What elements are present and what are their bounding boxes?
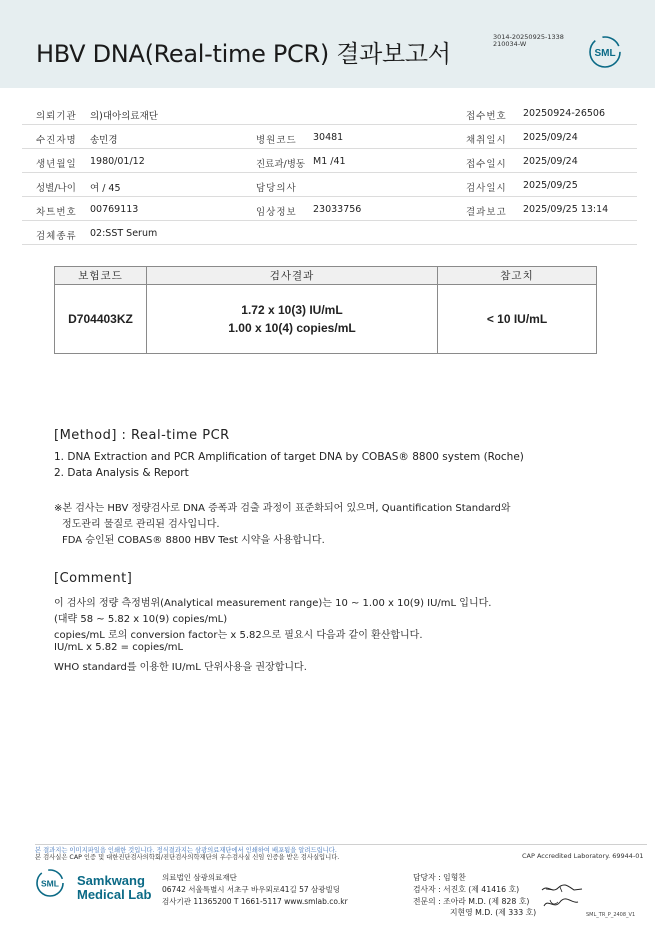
test-result-cell xyxy=(147,285,438,354)
method-note: ※본 검사는 HBV 정량검사로 DNA 증폭과 검출 과정이 표준화되어 있으며, Quantification Standard와 xyxy=(54,503,511,514)
result-table xyxy=(54,266,597,354)
comment-line: IU/mL x 5.82 = copies/mL xyxy=(54,642,184,653)
receipt-no-label: 접수번호 xyxy=(466,111,507,122)
manager-name: 담당자 : 임형찬 xyxy=(413,873,466,882)
report-header xyxy=(0,0,655,88)
chart-no-value: 00769113 xyxy=(90,204,139,215)
method-note: 정도관리 물질로 관리된 검사입니다. xyxy=(62,519,220,530)
form-code: SML_TR_P_2408_V1 xyxy=(586,912,636,918)
org-contact: 검사기관 11365200 T 1661-5117 www.smlab.co.kr xyxy=(162,897,348,906)
org-address: 06742 서울특별시 서초구 바우뫼로41길 57 삼광빌딩 xyxy=(162,885,341,894)
specialist-name: 지현영 M.D. (제 333 호) xyxy=(450,908,537,917)
brand-name: Samkwang xyxy=(77,873,145,888)
info-row xyxy=(22,101,637,125)
org-name: 의료법인 삼광의료재단 xyxy=(162,873,237,882)
method-note: FDA 승인된 COBAS® 8800 HBV Test 시약을 사용합니다. xyxy=(62,535,325,546)
sex-age-value: 여 / 45 xyxy=(90,183,121,194)
sml-logo-icon xyxy=(588,35,622,69)
test-date-value: 2025/09/25 xyxy=(523,180,578,191)
specimen-label: 검체종류 xyxy=(36,231,77,242)
reference-cell: < 10 IU/mL xyxy=(438,285,597,354)
method-heading: [Method] : Real-time PCR xyxy=(54,428,230,443)
signature-image xyxy=(538,880,586,912)
cap-accreditation: CAP Accredited Laboratory. 69944-01 xyxy=(522,852,644,860)
examinee-label: 수진자명 xyxy=(36,135,77,146)
collection-date-value: 2025/09/24 xyxy=(523,132,578,143)
comment-line: (대략 58 ~ 5.82 x 10(9) copies/mL) xyxy=(54,614,228,625)
institution-label: 의뢰기관 xyxy=(36,111,77,122)
comment-heading: [Comment] xyxy=(54,571,133,586)
report-time-value: 2025/09/25 13:14 xyxy=(523,204,609,215)
birth-value: 1980/01/12 xyxy=(90,156,145,167)
result-iu: 1.72 x 10(3) IU/mL xyxy=(241,303,343,317)
collection-date-label: 채취일시 xyxy=(466,135,507,146)
col-reference: 참고치 xyxy=(438,267,597,285)
col-insurance-code: 보험코드 xyxy=(55,267,147,285)
hospital-code-value: 30481 xyxy=(313,132,344,143)
specimen-value: 02:SST Serum xyxy=(90,228,158,239)
method-line: 2. Data Analysis & Report xyxy=(54,467,189,479)
table-row xyxy=(55,285,597,354)
report-time-label: 결과보고 xyxy=(466,207,507,218)
clinical-info-value: 23033756 xyxy=(313,204,362,215)
result-copies: 1.00 x 10(4) copies/mL xyxy=(228,321,356,335)
print-notice: 본 결과지는 이미지파일을 인쇄한 것입니다. 정식결과지는 삼광의료재단에서 인쇄하여 배포됨을 알려드립니다. xyxy=(35,847,337,854)
svg-text:SML: SML xyxy=(594,48,616,59)
test-date-label: 검사일시 xyxy=(466,183,507,194)
received-date-value: 2025/09/24 xyxy=(523,156,578,167)
ward-value: M1 /41 xyxy=(313,156,346,167)
receipt-no-value: 20250924-26506 xyxy=(523,108,606,119)
report-title: HBV DNA(Real-time PCR) 결과보고서 xyxy=(36,40,451,68)
specialist-name: 전문의 : 조아라 M.D. (제 828 호) xyxy=(413,897,530,906)
chart-no-label: 차트번호 xyxy=(36,207,77,218)
comment-line: copies/mL 로의 conversion factor는 x 5.82으로 필요시 다음과 같이 환산합니다. xyxy=(54,630,423,641)
info-row xyxy=(22,221,637,245)
examinee-value: 송민경 xyxy=(90,135,118,146)
clinical-info-label: 임상정보 xyxy=(256,207,297,218)
received-date-label: 접수일시 xyxy=(466,159,507,170)
info-row xyxy=(22,149,637,173)
sex-age-label: 성별/나이 xyxy=(36,183,76,194)
info-row xyxy=(22,197,637,221)
svg-text:SML: SML xyxy=(41,878,59,889)
insurance-code-cell: D704403KZ xyxy=(55,285,147,354)
doctor-label: 담당의사 xyxy=(256,183,297,194)
info-row xyxy=(22,125,637,149)
col-test-result: 검사결과 xyxy=(147,267,438,285)
brand-name: Medical Lab xyxy=(77,887,152,902)
accreditation-notice: 본 검사실은 CAP 인증 및 대한진단검사의학회/진단검사의학재단의 우수검사실 신임 인증을 받은 검사실입니다. xyxy=(35,854,340,861)
birth-label: 생년월일 xyxy=(36,159,77,170)
samkwang-logo-icon xyxy=(35,868,65,898)
comment-line: WHO standard를 이용한 IU/mL 단위사용을 권장합니다. xyxy=(54,662,307,673)
info-row xyxy=(22,173,637,197)
document-id: 3014-20250925-1338 210034-W xyxy=(493,33,564,48)
institution-value: 의)대아의료재단 xyxy=(90,111,158,122)
comment-line: 이 검사의 정량 측정범위(Analytical measurement range)는 10 ~ 1.00 x 10(9) IU/mL 입니다. xyxy=(54,598,492,609)
patient-info-grid xyxy=(22,101,637,245)
method-line: 1. DNA Extraction and PCR Amplification of target DNA by COBAS® 8800 system (Roche) xyxy=(54,451,524,463)
ward-label: 진료과/병동 xyxy=(256,159,306,170)
result-table-header xyxy=(55,267,597,285)
tester-name: 검사자 : 서진호 (제 41416 호) xyxy=(413,885,520,894)
hospital-code-label: 병원코드 xyxy=(256,135,297,146)
